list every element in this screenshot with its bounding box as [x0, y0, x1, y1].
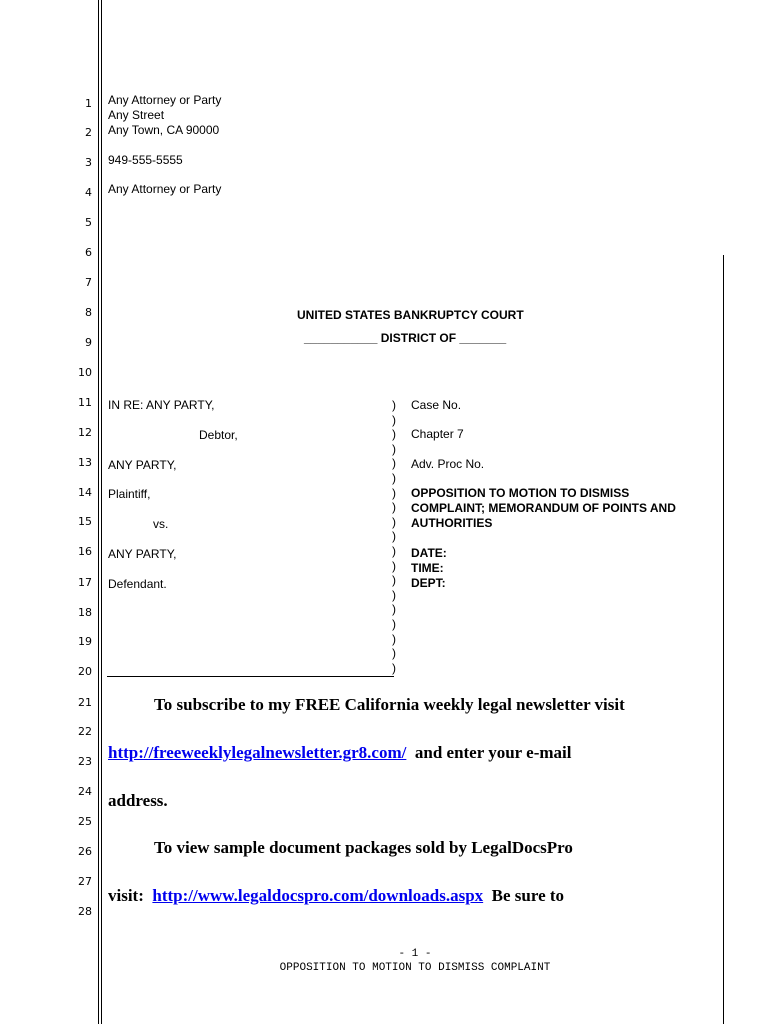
caption-plaintiff: Plaintiff, [108, 487, 151, 501]
left-margin-rule-inner [101, 0, 102, 1024]
left-margin-rule-outer [98, 0, 99, 1024]
line-number: 9 [85, 336, 92, 349]
line-number: 26 [78, 845, 92, 858]
line-number: 18 [78, 606, 92, 619]
caption-vs: vs. [153, 517, 169, 531]
line-number: 19 [78, 635, 92, 648]
attorney-city: Any Town, CA 90000 [108, 123, 220, 137]
newsletter-paragraph-line-1: To subscribe to my FREE California weekly legal newsletter visit [154, 695, 625, 714]
line-number: 10 [78, 366, 92, 379]
line-number: 28 [78, 905, 92, 918]
line-number: 14 [78, 486, 92, 499]
line-number: 1 [85, 97, 92, 110]
line-number: 17 [78, 576, 92, 589]
caption-plaintiff-name: ANY PARTY, [108, 458, 177, 472]
attorney-name: Any Attorney or Party [108, 93, 222, 107]
line-number: 2 [85, 126, 92, 139]
caption-debtor: Debtor, [199, 428, 238, 442]
line-number: 21 [78, 696, 92, 709]
caption-in-re: IN RE: ANY PARTY, [108, 398, 215, 412]
line-number: 3 [85, 156, 92, 169]
line-number: 8 [85, 306, 92, 319]
court-name: UNITED STATES BANKRUPTCY COURT [297, 308, 524, 322]
caption-bottom-rule [107, 676, 394, 677]
line-number: 16 [78, 545, 92, 558]
adv-proc-label: Adv. Proc No. [411, 457, 485, 471]
samples-paragraph-line-2 [108, 886, 564, 906]
hearing-date-label: DATE: [411, 546, 447, 560]
line-number: 20 [78, 665, 92, 678]
line-number: 11 [78, 396, 92, 409]
line-number: 6 [85, 246, 92, 259]
footer-page-number: - 1 - [398, 948, 432, 960]
line-number: 5 [85, 216, 92, 229]
line-number: 12 [78, 426, 92, 439]
samples-paragraph-line-1: To view sample document packages sold by LegalDocsPro [154, 838, 573, 857]
chapter-label: Chapter 7 [411, 427, 464, 441]
newsletter-paragraph-line-2 [108, 743, 571, 763]
line-number: 25 [78, 815, 92, 828]
court-district: ___________ DISTRICT OF _______ [304, 331, 507, 345]
line-number: 27 [78, 875, 92, 888]
line-number: 22 [78, 725, 92, 738]
attorney-for-party: Any Attorney or Party [108, 182, 222, 196]
newsletter-paragraph-line-3: address. [108, 791, 168, 810]
line-number: 13 [78, 456, 92, 469]
hearing-time-label: TIME: [411, 561, 444, 575]
attorney-phone: 949-555-5555 [108, 153, 183, 167]
document-title-line-2: COMPLAINT; MEMORANDUM OF POINTS AND [411, 501, 676, 515]
line-number: 7 [85, 276, 92, 289]
line-number: 4 [85, 186, 92, 199]
right-margin-rule [723, 255, 724, 1024]
footer-document-title: OPPOSITION TO MOTION TO DISMISS COMPLAINT [279, 962, 551, 974]
samples-link[interactable]: http://www.legaldocspro.com/downloads.aspx [152, 886, 484, 905]
line-number: 24 [78, 785, 92, 798]
newsletter-link-trailing-text: and enter your e-mail [414, 743, 572, 762]
case-number-label: Case No. [411, 398, 462, 412]
caption-defendant-name: ANY PARTY, [108, 547, 177, 561]
document-title-line-1: OPPOSITION TO MOTION TO DISMISS [411, 486, 630, 500]
attorney-street: Any Street [108, 108, 165, 122]
line-number: 15 [78, 515, 92, 528]
samples-link-trailing-text: Be sure to [491, 886, 565, 905]
hearing-dept-label: DEPT: [411, 576, 446, 590]
samples-visit-text: visit: [108, 886, 144, 905]
newsletter-link[interactable]: http://freeweeklylegalnewsletter.gr8.com/ [108, 743, 407, 762]
caption-parentheses: ) ) ) ) ) ) ) ) ) ) ) ) ) ) ) ) ) ) ) [392, 398, 396, 675]
document-title-line-3: AUTHORITIES [411, 516, 493, 530]
caption-defendant: Defendant. [108, 577, 167, 591]
line-number: 23 [78, 755, 92, 768]
